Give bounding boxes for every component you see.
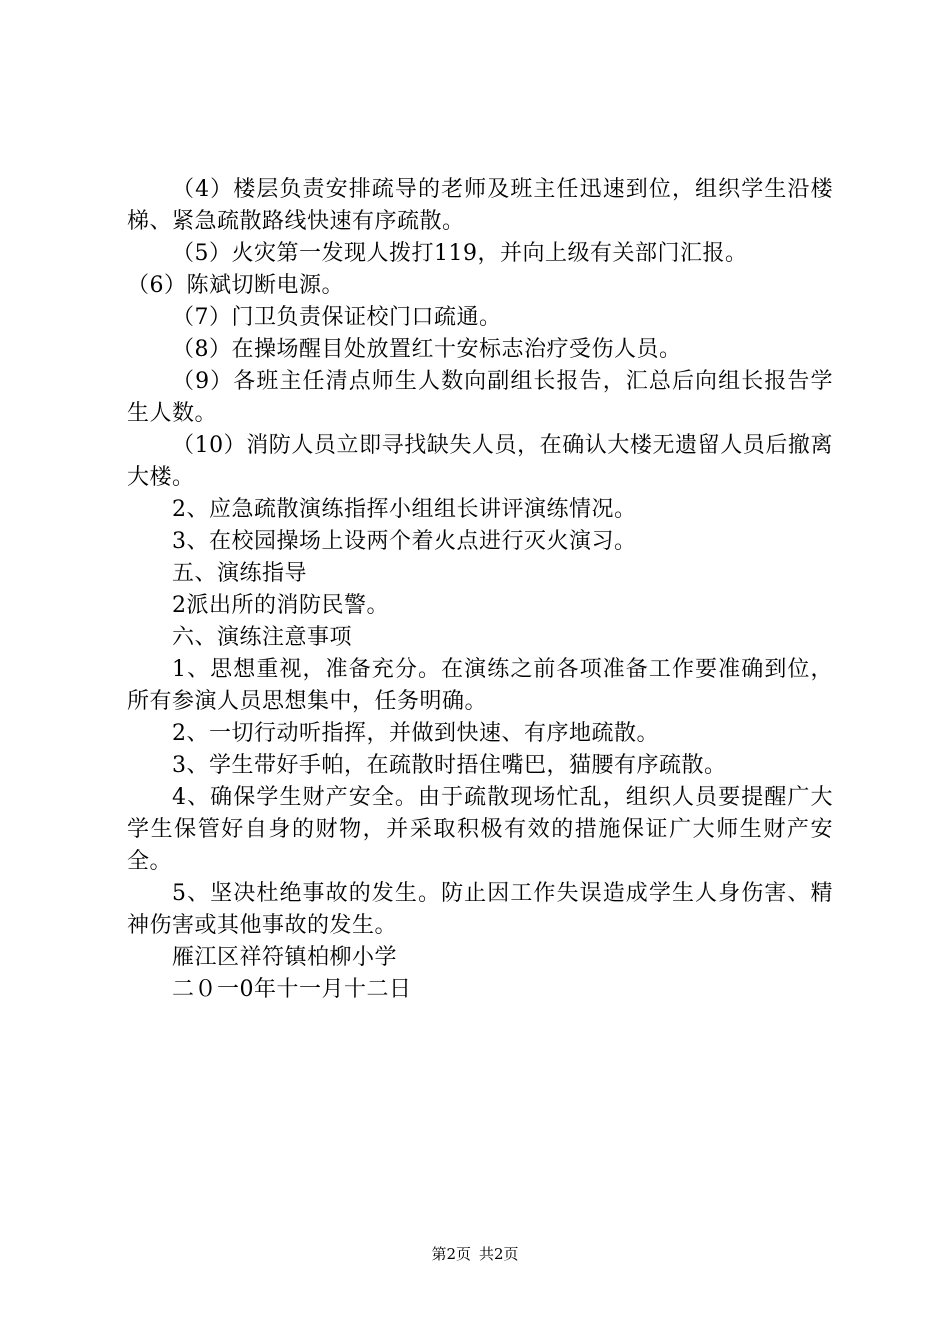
section-heading-precautions: 六、演练注意事项 bbox=[172, 625, 353, 650]
paragraph-precaution-3: 3、学生带好手帕，在疏散时捂住嘴巴，猫腰有序疏散。 bbox=[172, 753, 727, 778]
paragraph-step-5: （5）火灾第一发现人拨打119，并向上级有关部门汇报。 bbox=[172, 241, 748, 266]
page-total: 共2页 bbox=[479, 1245, 519, 1263]
paragraph-step-6: （6）陈斌切断电源。 bbox=[127, 273, 344, 298]
page-footer bbox=[0, 1244, 950, 1264]
paragraph-precaution-1: 1、思想重视，准备充分。在演练之前各项准备工作要准确到位，所有参演人员思想集中，任务明确。 bbox=[127, 657, 833, 714]
paragraph-guidance: 2派出所的消防民警。 bbox=[172, 593, 389, 618]
signature-organization: 雁江区祥符镇柏柳小学 bbox=[172, 945, 398, 970]
paragraph-precaution-5: 5、坚决杜绝事故的发生。防止因工作失误造成学生人身伤害、精神伤害或其他事故的发生。 bbox=[127, 881, 833, 938]
paragraph-step-10: （10）消防人员立即寻找缺失人员，在确认大楼无遗留人员后撤离大楼。 bbox=[127, 433, 833, 490]
signature-date: 二０一0年十一月十二日 bbox=[172, 977, 412, 1002]
paragraph-precaution-4: 4、确保学生财产安全。由于疏散现场忙乱，组织人员要提醒广大学生保管好自身的财物，并采取积极有效的措施保证广大师生财产安全。 bbox=[127, 785, 833, 874]
document-body bbox=[127, 174, 833, 1006]
paragraph-step-4: （4）楼层负责安排疏导的老师及班主任迅速到位，组织学生沿楼梯、紧急疏散路线快速有序疏散。 bbox=[127, 177, 833, 234]
page-number: 第2页 bbox=[431, 1245, 471, 1263]
section-heading-guidance: 五、演练指导 bbox=[172, 561, 308, 586]
paragraph-step-8: （8）在操场醒目处放置红十安标志治疗受伤人员。 bbox=[172, 337, 682, 362]
paragraph-step-9: （9）各班主任清点师生人数向副组长报告，汇总后向组长报告学生人数。 bbox=[127, 369, 833, 426]
paragraph-precaution-2: 2、一切行动听指挥，并做到快速、有序地疏散。 bbox=[172, 721, 659, 746]
paragraph-item-2: 2、应急疏散演练指挥小组组长讲评演练情况。 bbox=[172, 497, 637, 522]
paragraph-item-3: 3、在校园操场上设两个着火点进行灭火演习。 bbox=[172, 529, 637, 554]
paragraph-step-7: （7）门卫负责保证校门口疏通。 bbox=[172, 305, 502, 330]
